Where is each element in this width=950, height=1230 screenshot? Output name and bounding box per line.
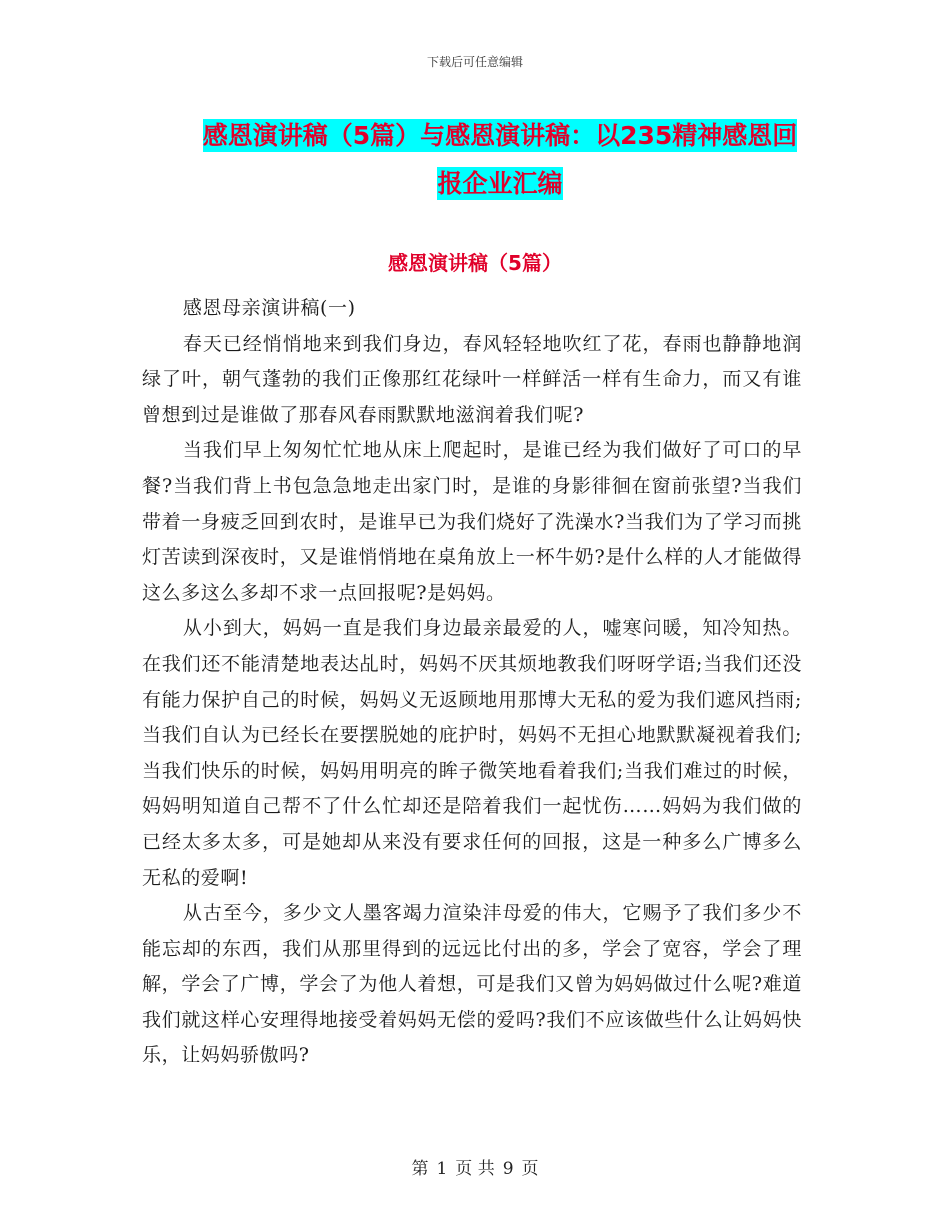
paragraph: 从古至今，多少文人墨客竭力渲染沣母爱的伟大，它赐予了我们多少不能忘却的东西，我们从那里得到的远远比付出的多，学会了宽容，学会了理解，学会了广博，学会了为他人着想，可是我们又曾为妈妈做过什么呢?难道我们就这样心安理得地接受着妈妈无偿的爱吗?我们不应该做些什么让妈妈快乐，让妈妈骄傲吗? (142, 902, 802, 1067)
page-footer (0, 1154, 950, 1179)
page-current: 1 (436, 1159, 448, 1179)
header-note: 下载后可任意编辑 (426, 55, 523, 69)
title-line-2: 报企业汇编 (437, 169, 563, 198)
paragraph: 春天已经悄悄地来到我们身边，春风轻轻地吹红了花，春雨也静静地润绿了叶，朝气蓬勃的我们正像那红花绿叶一样鲜活一样有生命力，而又有谁曾想到过是谁做了那春风春雨默默地滋润着我们呢? (142, 332, 802, 426)
page-label: 第 (411, 1159, 429, 1179)
page-mid: 页 共 (455, 1159, 495, 1179)
page-total: 9 (502, 1159, 514, 1179)
paragraph: 从小到大，妈妈一直是我们身边最亲最爱的人，嘘寒问暖，知冷知热。在我们还不能清楚地表达乩时，妈妈不厌其烦地教我们呀呀学语;当我们还没有能力保护自己的时候，妈妈义无返顾地用那博大无私的爱为我们遮风挡雨;当我们自认为已经长在要摆脱她的庇护时，妈妈不无担心地默默凝视着我们;当我们快乐的时候，妈妈用明亮的眸子微笑地看着我们;当我们难过的时候，妈妈明知道自己帮不了什么忙却还是陪着我们一起忧伤……妈妈为我们做的已经太多太多，可是她却从来没有要求任何的回报，这是一种多么广博多么无私的爱啊! (142, 617, 802, 889)
page-suffix: 页 (521, 1159, 539, 1179)
section-subtitle: 感恩演讲稿（5篇） (388, 251, 562, 275)
document-title (140, 112, 860, 208)
document-body (142, 291, 802, 1074)
paragraph-heading: 感恩母亲演讲稿(一) (182, 297, 356, 319)
title-line-1: 感恩演讲稿（5篇）与感恩演讲稿：以235精神感恩回 (202, 121, 798, 150)
paragraph: 当我们早上匆匆忙忙地从床上爬起时，是谁已经为我们做好了可口的早餐?当我们背上书包急急地走出家门时，是谁的身影徘徊在窗前张望?当我们带着一身疲乏回到农时，是谁早已为我们烧好了洗澡水?当我们为了学习而挑灯苦读到深夜时，又是谁悄悄地在桌角放上一杯牛奶?是什么样的人才能做得这么多这么多却不求一点回报呢?是妈妈。 (142, 439, 802, 604)
